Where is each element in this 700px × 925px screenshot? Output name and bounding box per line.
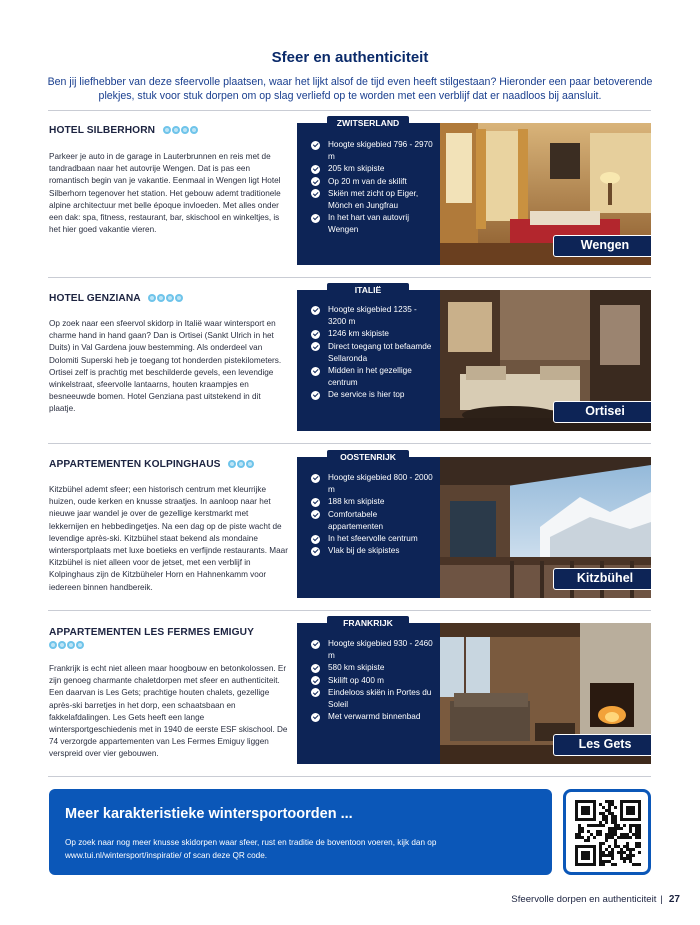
- section-divider: [48, 277, 651, 278]
- star-icon: [228, 460, 236, 468]
- feature-item: 188 km skipiste: [311, 496, 433, 508]
- footer-separator: |: [660, 894, 663, 905]
- hotel-title: [49, 459, 289, 470]
- cta-banner: [49, 789, 552, 875]
- feature-item: 580 km skipiste: [311, 662, 433, 674]
- qr-code[interactable]: [563, 789, 651, 875]
- check-icon: [311, 640, 320, 649]
- star-icon: [190, 126, 198, 134]
- hotel-photo: [440, 457, 651, 598]
- hotel-title: [49, 626, 289, 652]
- country-tab: FRANKRIJK: [327, 616, 409, 630]
- feature-item: Skiën met zicht op Eiger, Mönch en Jungfrau: [311, 188, 433, 212]
- feature-item: Hoogte skigebied 800 - 2000 m: [311, 472, 433, 496]
- check-icon: [311, 342, 320, 351]
- hotel-name: APPARTEMENTEN KOLPINGHAUS: [49, 459, 221, 470]
- feature-list: [311, 472, 433, 557]
- feature-item: Hoogte skigebied 796 - 2970 m: [311, 139, 433, 163]
- hotel-description: Parkeer je auto in de garage in Lauterbrunnen en reis met de tandradbaan naar het autovrije Wengen. Dat is pas een romantisch begin van je vakantie. Eenmaal in Wengen ligt Hotel Silberhorn tegenover het station. Het gebouw ademt traditionele alpine architectuur met belle époque invloeden. Met alles onder een dak: spa, fitness, restaurant, bar, skischool en winkeltjes, is het hier goed vakantie vieren.: [49, 152, 281, 235]
- feature-item: Skilift op 400 m: [311, 675, 433, 687]
- section-divider: [48, 776, 651, 777]
- hotel-title: [49, 293, 289, 304]
- cta-text: Op zoek naar nog meer knusse skidorpen waar sfeer, rust en traditie de boventoon voeren, kijk dan op www.tui.nl/wintersport/inspiratie/ of scan deze QR code.: [65, 838, 437, 860]
- feature-item: Vlak bij de skipistes: [311, 545, 433, 557]
- section-divider: [48, 110, 651, 111]
- check-icon: [311, 474, 320, 483]
- hotel-description: Kitzbühel ademt sfeer; een historisch centrum met kleurrijke huizen, oude kerken en knusse straatjes. In aanloop naar het nieuwe jaar wandel je over de gezellige kerstmarkt met lekkernijen en hebbedingetjes. Na een dag op de piste wacht de levendige après-ski. Kitzbühel staat bekend als mondaine wintersportplaats met luxe boetieks en verfijnde restaurants. Maar Kitzbühel is niet alleen voor de jetset, met een verblijf in Kolpinghaus zijn de Kitzbüheler Horn en Hahnenkamm voor iedereen binnen handbereik.: [49, 485, 288, 592]
- country-tab: ZWITSERLAND: [327, 116, 409, 130]
- hotel-title: [49, 125, 289, 136]
- feature-item: Eindeloos skiën in Portes du Soleil: [311, 687, 433, 711]
- place-label: Kitzbühel: [553, 568, 651, 590]
- star-icon: [172, 126, 180, 134]
- feature-item: In het sfeervolle centrum: [311, 533, 433, 545]
- page-number: 27: [668, 894, 680, 905]
- check-icon: [311, 535, 320, 544]
- check-icon: [311, 306, 320, 315]
- footer-section-title: Sfeervolle dorpen en authenticiteit: [511, 894, 657, 905]
- check-icon: [311, 330, 320, 339]
- star-icon: [67, 641, 75, 649]
- feature-list: [311, 139, 433, 237]
- hotel-name: HOTEL GENZIANA: [49, 293, 141, 304]
- check-icon: [311, 367, 320, 376]
- star-icon: [163, 126, 171, 134]
- star-icon: [76, 641, 84, 649]
- info-panel: [297, 118, 440, 265]
- feature-item: Op 20 m van de skilift: [311, 176, 433, 188]
- star-rating: [49, 641, 84, 649]
- feature-item: 1246 km skipiste: [311, 328, 433, 340]
- star-icon: [49, 641, 57, 649]
- check-icon: [311, 391, 320, 400]
- feature-item: 205 km skipiste: [311, 163, 433, 175]
- check-icon: [311, 688, 320, 697]
- star-icon: [175, 294, 183, 302]
- intro-text: Ben jij liefhebber van deze sfeervolle plaatsen, waar het lijkt alsof de tijd even heeft stilgestaan? Hieronder een paar betoverende plekjes, stuk voor stuk dorpen om op slag verliefd op te worden met een verblijf dat er naadloos bij aansluit.: [47, 76, 653, 102]
- hotel-photo: [440, 623, 651, 764]
- feature-item: De service is hier top: [311, 389, 433, 401]
- feature-list: [311, 638, 433, 723]
- cta-title: Meer karakteristieke wintersportoorden ...: [65, 806, 353, 822]
- check-icon: [311, 547, 320, 556]
- place-label: Ortisei: [553, 401, 651, 423]
- country-tab: ITALIË: [327, 283, 409, 297]
- page-title: Sfeer en authenticiteit: [271, 49, 429, 66]
- star-icon: [246, 460, 254, 468]
- feature-item: Hoogte skigebied 930 - 2460 m: [311, 638, 433, 662]
- place-label: Wengen: [553, 235, 651, 257]
- check-icon: [311, 165, 320, 174]
- info-panel: [297, 452, 440, 598]
- hotel-photo: [440, 123, 651, 265]
- section-divider: [48, 610, 651, 611]
- check-icon: [311, 713, 320, 722]
- check-icon: [311, 664, 320, 673]
- hotel-name: APPARTEMENTEN LES FERMES EMIGUY: [49, 627, 254, 638]
- info-panel: [297, 618, 440, 764]
- hotel-description: Op zoek naar een sfeervol skidorp in Italië waar wintersport en charme hand in hand gaan? Dan is Ortisei (Sankt Ulrich in het Duits) in Val Gardena jouw bestemming. Als onderdeel van Dolomiti Superski heb je toegang tot honderden pistekilometers. Ortisei zelf is prachtig met beschilderde gevels, een levendige winkelstraat, sfeervolle lantaarns, houten kraampjes en besneeuwde bomen. Hotel Genziana past uitstekend in dit plaatje.: [49, 319, 282, 414]
- star-icon: [148, 294, 156, 302]
- check-icon: [311, 498, 320, 507]
- star-icon: [237, 460, 245, 468]
- feature-item: Direct toegang tot befaamde Sellaronda: [311, 341, 433, 365]
- hotel-description: Frankrijk is echt niet alleen maar hoogbouw en betonkolossen. Er zijn genoeg charmante chaletdorpen met sfeer en authenticiteit. Een daarvan is Les Gets; prachtige houten chalets, gezellige après-ski barretjes in het dorp, een schaatsbaan en fakkelafdalingen. Les Gets heeft een lange wintersportgeschiedenis met in 1940 de eerste ESF skischool. De 74 verzorgde appartementen van Les Fermes Emiguy liggen verspreid over vier gebouwen.: [49, 664, 288, 759]
- feature-item: Hoogte skigebied 1235 - 3200 m: [311, 304, 433, 328]
- hotel-name: HOTEL SILBERHORN: [49, 125, 156, 136]
- star-icon: [157, 294, 165, 302]
- feature-list: [311, 304, 433, 402]
- star-rating: [228, 460, 254, 468]
- star-icon: [58, 641, 66, 649]
- star-icon: [181, 126, 189, 134]
- check-icon: [311, 141, 320, 150]
- hotel-photo: [440, 290, 651, 431]
- star-rating: [163, 126, 198, 134]
- page-footer: [511, 894, 680, 905]
- star-rating: [148, 294, 183, 302]
- check-icon: [311, 510, 320, 519]
- feature-item: Comfortabele appartementen: [311, 509, 433, 533]
- qr-code-icon: [575, 800, 641, 866]
- country-tab: OOSTENRIJK: [327, 450, 409, 464]
- star-icon: [166, 294, 174, 302]
- check-icon: [311, 214, 320, 223]
- section-divider: [48, 443, 651, 444]
- check-icon: [311, 177, 320, 186]
- info-panel: [297, 285, 440, 431]
- feature-item: Met verwarmd binnenbad: [311, 711, 433, 723]
- check-icon: [311, 189, 320, 198]
- check-icon: [311, 676, 320, 685]
- feature-item: In het hart van autovrij Wengen: [311, 212, 433, 236]
- feature-item: Midden in het gezellige centrum: [311, 365, 433, 389]
- place-label: Les Gets: [553, 734, 651, 756]
